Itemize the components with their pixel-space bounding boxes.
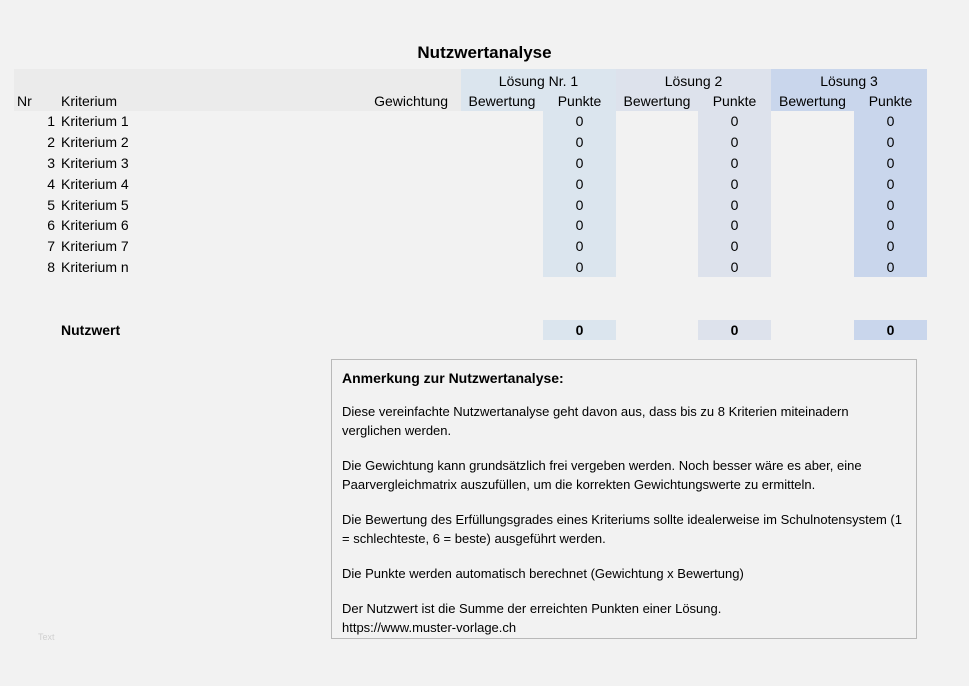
solution-1-punkte-header: Punkte bbox=[557, 93, 602, 109]
solution-2-title: Lösung 2 bbox=[664, 73, 723, 89]
note-paragraph: Der Nutzwert ist die Summe der erreichten Punkten einer Lösung. bbox=[342, 601, 722, 616]
row-nr[interactable]: 4 bbox=[47, 176, 55, 192]
row-punkte-1[interactable]: 0 bbox=[575, 217, 584, 233]
row-nr[interactable]: 3 bbox=[47, 155, 55, 171]
nutzwert-value-3[interactable]: 0 bbox=[886, 322, 895, 338]
nutzwert-value-1[interactable]: 0 bbox=[575, 322, 584, 338]
row-punkte-1[interactable]: 0 bbox=[575, 197, 584, 213]
row-punkte-3[interactable]: 0 bbox=[886, 176, 895, 192]
table-row bbox=[0, 111, 969, 132]
row-nr[interactable]: 5 bbox=[47, 197, 55, 213]
table-row bbox=[0, 195, 969, 216]
note-paragraph: Die Punkte werden automatisch berechnet (Gewichtung x Bewertung) bbox=[342, 566, 744, 581]
row-punkte-2[interactable]: 0 bbox=[730, 238, 739, 254]
header-kriterium: Kriterium bbox=[61, 93, 118, 109]
row-nr[interactable]: 7 bbox=[47, 238, 55, 254]
row-punkte-2[interactable]: 0 bbox=[730, 134, 739, 150]
row-kriterium[interactable]: Kriterium 5 bbox=[61, 197, 129, 213]
page-title: Nutzwertanalyse bbox=[417, 43, 552, 62]
note-textbox[interactable] bbox=[331, 359, 917, 639]
row-kriterium[interactable]: Kriterium 4 bbox=[61, 176, 129, 192]
solution-3-bewertung-header: Bewertung bbox=[779, 93, 846, 109]
solution-3-title: Lösung 3 bbox=[820, 73, 878, 89]
row-punkte-2[interactable]: 0 bbox=[730, 217, 739, 233]
row-punkte-1[interactable]: 0 bbox=[575, 238, 584, 254]
note-paragraph: Die Gewichtung kann grundsätzlich frei vergeben werden. Noch besser wäre es aber, eine Paarvergleichmatrix auszufüllen, um die korrekten Gewichtungswerte zu ermitteln. bbox=[342, 458, 862, 492]
solution-2-bewertung-header: Bewertung bbox=[623, 93, 691, 109]
header-gewichtung: Gewichtung bbox=[374, 93, 448, 109]
row-punkte-3[interactable]: 0 bbox=[886, 238, 895, 254]
row-punkte-3[interactable]: 0 bbox=[886, 113, 895, 129]
row-kriterium[interactable]: Kriterium 6 bbox=[61, 217, 129, 233]
table-row bbox=[0, 132, 969, 153]
row-kriterium[interactable]: Kriterium 1 bbox=[61, 113, 129, 129]
table-row bbox=[0, 153, 969, 174]
row-nr[interactable]: 1 bbox=[47, 113, 55, 129]
row-punkte-1[interactable]: 0 bbox=[575, 176, 584, 192]
row-kriterium[interactable]: Kriterium 2 bbox=[61, 134, 129, 150]
solution-3-punkte-header: Punkte bbox=[868, 93, 913, 109]
watermark-text: Text bbox=[38, 632, 55, 642]
note-paragraph: Diese vereinfachte Nutzwertanalyse geht davon aus, dass bis zu 8 Kriterien miteinadern verglichen werden. bbox=[342, 404, 849, 438]
row-punkte-3[interactable]: 0 bbox=[886, 134, 895, 150]
row-punkte-1[interactable]: 0 bbox=[575, 155, 584, 171]
header-nr: Nr bbox=[17, 93, 32, 109]
row-nr[interactable]: 2 bbox=[47, 134, 55, 150]
row-punkte-2[interactable]: 0 bbox=[730, 113, 739, 129]
row-nr[interactable]: 8 bbox=[47, 259, 55, 275]
row-punkte-3[interactable]: 0 bbox=[886, 217, 895, 233]
note-url: https://www.muster-vorlage.ch bbox=[342, 620, 517, 635]
note-heading: Anmerkung zur Nutzwertanalyse: bbox=[342, 370, 564, 386]
row-punkte-1[interactable]: 0 bbox=[575, 259, 584, 275]
row-kriterium[interactable]: Kriterium n bbox=[61, 259, 129, 275]
nutzwert-value-2[interactable]: 0 bbox=[730, 322, 739, 338]
row-punkte-1[interactable]: 0 bbox=[575, 134, 584, 150]
row-punkte-2[interactable]: 0 bbox=[730, 155, 739, 171]
row-punkte-1[interactable]: 0 bbox=[575, 113, 584, 129]
row-punkte-3[interactable]: 0 bbox=[886, 155, 895, 171]
row-nr[interactable]: 6 bbox=[47, 217, 55, 233]
solution-2-punkte-header: Punkte bbox=[712, 93, 757, 109]
row-punkte-2[interactable]: 0 bbox=[730, 176, 739, 192]
table-row bbox=[0, 236, 969, 257]
solution-1-title: Lösung Nr. 1 bbox=[498, 73, 579, 89]
row-kriterium[interactable]: Kriterium 7 bbox=[61, 238, 129, 254]
row-punkte-3[interactable]: 0 bbox=[886, 197, 895, 213]
table-row bbox=[0, 215, 969, 236]
row-punkte-2[interactable]: 0 bbox=[730, 197, 739, 213]
row-punkte-2[interactable]: 0 bbox=[730, 259, 739, 275]
row-kriterium[interactable]: Kriterium 3 bbox=[61, 155, 129, 171]
solution-1-bewertung-header: Bewertung bbox=[468, 93, 536, 109]
table-row bbox=[0, 174, 969, 195]
table-row bbox=[0, 257, 969, 278]
row-punkte-3[interactable]: 0 bbox=[886, 259, 895, 275]
nutzwert-label: Nutzwert bbox=[61, 322, 121, 338]
note-paragraph: Die Bewertung des Erfüllungsgrades eines Kriteriums sollte idealerweise im Schulnotensystem (1 = schlechteste, 6 = beste) ausgeführt werden. bbox=[342, 512, 902, 546]
